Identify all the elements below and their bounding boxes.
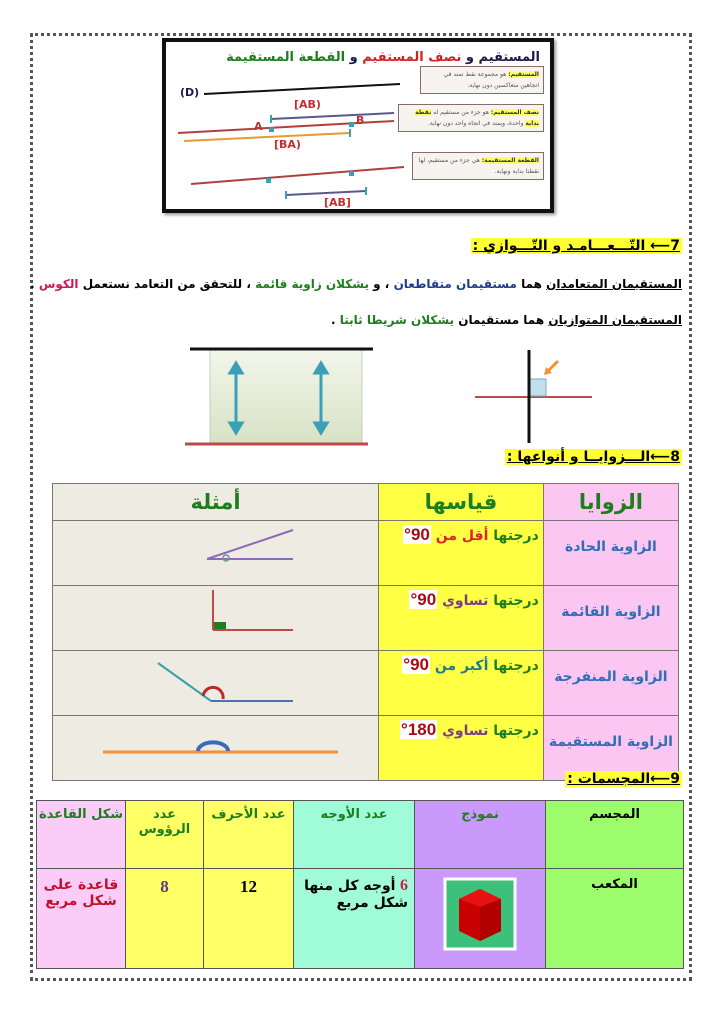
definition-text: واحدة، ويمتد في اتجاه واحد دون نهاية. [427, 120, 524, 127]
angle-name: الزاوية القائمة [543, 586, 678, 651]
text: ، و [373, 277, 390, 291]
angle-name: الزاوية المنفرجة [543, 651, 678, 716]
measure-prefix: درجتها [493, 528, 539, 544]
table-row [53, 651, 679, 716]
definition-term: المستقيم: [508, 71, 539, 78]
measure-value: 90° [410, 590, 437, 609]
segment-ab-label: [AB] [324, 196, 351, 209]
faces-number: 6 [400, 877, 408, 894]
header-measure: قياسها [379, 484, 544, 521]
figure-title-ray: نصف المستقيم [362, 50, 462, 65]
angle-measure [379, 586, 544, 651]
measure-relation: أكبر من [434, 658, 489, 674]
section-7-heading: 7⟵ التّـــعـــامـد و التّـــوازي : [472, 238, 680, 254]
ray-ab-label: [AB) [294, 98, 321, 111]
header-solid: المجسم [546, 801, 684, 869]
faces-count [294, 869, 415, 969]
text-green: يشكلان شريطا ثابتا [339, 313, 455, 327]
table-row [37, 869, 684, 969]
right-angle-icon [53, 586, 378, 646]
definition-ray [398, 104, 544, 132]
measure-prefix: درجتها [493, 658, 539, 674]
straight-angle-icon [53, 716, 378, 776]
term: المستقيمان المتوازيان [548, 313, 682, 327]
angle-measure [379, 716, 544, 781]
ray-ba-label: [BA) [274, 138, 301, 151]
acute-angle-icon [53, 521, 378, 581]
table-row [53, 521, 679, 586]
measure-relation: أقل من [435, 528, 489, 544]
measure-prefix: درجتها [493, 723, 539, 739]
vertices-count: 8 [126, 869, 204, 969]
angle-name: الزاوية الحادة [543, 521, 678, 586]
point-a-label: A [254, 120, 263, 133]
measure-value: 90° [403, 655, 429, 674]
tool-name: الكوس [38, 277, 79, 291]
ray-ba-line [184, 133, 350, 141]
right-angle-example [53, 586, 379, 651]
definition-text: هو مجموعة نقط تمتد في اتجاهين متعاكسين دون نهاية. [443, 71, 539, 89]
text-blue: مستقيمان متقاطعان [393, 277, 517, 291]
text: ، للتحقق من التعامد نستعمل [82, 277, 251, 291]
figure-title-segment: القطعة المستقيمة [226, 50, 346, 65]
angle-name: الزاوية المستقيمة [543, 716, 678, 781]
definition-term: نصف المستقيم: [490, 109, 539, 116]
obtuse-angle-example [53, 651, 379, 716]
solid-model [415, 869, 546, 969]
text-green: يشكلان زاوية قائمة [255, 277, 369, 291]
measure-value: 90° [404, 525, 430, 544]
text: هما [521, 277, 542, 291]
straight-angle-example [53, 716, 379, 781]
definition-segment [412, 152, 544, 180]
ray-ab-line [271, 113, 394, 119]
measure-value: 180° [401, 720, 437, 739]
perpendicular-lines-illustration [470, 345, 600, 445]
perpendicular-definition [30, 277, 682, 291]
acute-angle-example [53, 521, 379, 586]
obtuse-angle-icon [53, 651, 378, 711]
text: . [30, 277, 35, 291]
faces-description: أوجه كل منها شكل مربع [304, 878, 408, 911]
segment-ab [286, 191, 366, 195]
header-examples: أمثلة [53, 484, 379, 521]
line-segment-support [191, 167, 404, 184]
line-d [204, 84, 400, 94]
measure-relation: تساوي [442, 723, 489, 739]
definition-text: هي جزء من مستقيم، لها نقطتا بداية ونهاية. [418, 157, 539, 175]
angles-table [52, 483, 679, 781]
measure-relation: تساوي [442, 593, 489, 609]
header-faces: عدد الأوجه [294, 801, 415, 869]
figure-title-and: و [349, 50, 358, 65]
text: هما مستقيمان [458, 313, 545, 327]
solid-name: المكعب [546, 869, 684, 969]
measure-prefix: درجتها [493, 593, 539, 609]
point-b-label: B [356, 114, 365, 127]
header-angles: الزوايا [543, 484, 678, 521]
header-vertices: عدد الرؤوس [126, 801, 204, 869]
header-model: نموذج [415, 801, 546, 869]
term: المستقيمان المتعامدان [546, 277, 682, 291]
header-edges: عدد الأحرف [204, 801, 294, 869]
figure-title-and: و [465, 50, 475, 65]
parallel-definition [331, 313, 682, 327]
cube-icon [443, 877, 517, 951]
section-9-heading: 9⟵المجسمات : [567, 771, 680, 787]
base-shape: قاعدة على شكل مربع [37, 869, 126, 969]
point-b-mark [349, 122, 354, 127]
section-8-heading: 8⟵الـــزوايــا و أنواعها : [506, 449, 680, 465]
figure-title-line: المستقيم [478, 50, 540, 65]
point-a-mark [269, 127, 274, 132]
solids-table [36, 800, 684, 969]
angle-measure [379, 651, 544, 716]
definition-term: القطعة المستقيمة: [481, 157, 539, 164]
line-d-label: (D) [180, 86, 200, 99]
parallel-lines-illustration [180, 343, 380, 448]
table-row [53, 586, 679, 651]
definition-highlight: نقطة بداية [415, 109, 539, 127]
angle-measure [379, 521, 544, 586]
lines-figure [162, 38, 554, 213]
edges-count: 12 [204, 869, 294, 969]
definition-text: هو جزء من مستقيم له [433, 109, 489, 116]
definition-line [420, 66, 544, 94]
text: . [331, 313, 336, 327]
header-base: شكل القاعدة [37, 801, 126, 869]
